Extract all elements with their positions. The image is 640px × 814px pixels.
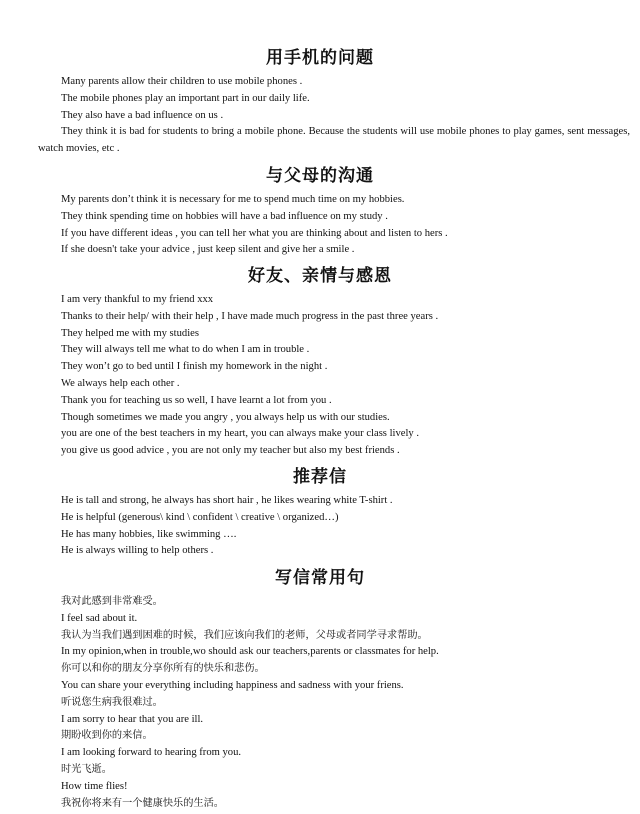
text-line: They also have a bad influence on us . — [61, 109, 224, 121]
text-line: Thank you for teaching us so well, I have learnt a lot from you . — [61, 394, 332, 406]
text-line: If she doesn't take your advice , just keep silent and give her a smile . — [61, 244, 355, 256]
text-line: Though sometimes we made you angry , you always help us with our studies. — [61, 411, 390, 423]
text-line: you give us good advice , you are not only my teacher but also my best friends . — [61, 445, 400, 457]
text-line: He is always willing to help others . — [61, 545, 214, 557]
text-line: He is helpful (generous\ kind \ confident \ creative \ organized…) — [61, 511, 339, 523]
section-friends-gratitude — [0, 262, 640, 460]
text-line: I am sorry to hear that you are ill. — [61, 713, 204, 725]
section-title: 好友、亲情与感恩 — [248, 266, 392, 286]
text-line: You can share your everything including happiness and sadness with your friens. — [61, 679, 404, 691]
section-letter-phrases — [0, 564, 640, 812]
section-recommendation — [0, 463, 640, 560]
text-line-chinese: 我对此感到非常难受。 — [61, 596, 163, 607]
text-line: We always help each other . — [61, 377, 180, 389]
text-line: My parents don’t think it is necessary for me to spend much time on my hobbies. — [61, 194, 405, 205]
text-line-chinese: 期盼收到你的来信。 — [61, 730, 153, 742]
text-line-chinese: 我认为当我们遇到困难的时候，我们应该向我们的老师，父母或者同学寻求帮助。 — [61, 629, 428, 641]
text-line: Thanks to their help/ with their help , I have made much progress in the past three years . — [61, 310, 439, 322]
text-line: They think spending time on hobbies will have a bad influence on my study . — [61, 210, 388, 222]
text-line: If you have different ideas , you can tell her what you are thinking about and listen to hers . — [61, 227, 448, 239]
text-line: He has many hobbies, like swimming …. — [61, 528, 237, 540]
text-line: They helped me with my studies — [61, 327, 199, 339]
text-line: They will always tell me what to do when I am in trouble . — [61, 344, 310, 356]
text-line-chinese: 时光飞逝。 — [61, 763, 112, 775]
text-line: The mobile phones play an important part in our daily life. — [61, 92, 310, 104]
text-line-chinese: 听说您生病我很难过。 — [61, 696, 163, 708]
text-line: How time flies! — [61, 780, 128, 792]
text-line: I am very thankful to my friend xxx — [61, 294, 214, 305]
text-line-chinese: 我祝你将来有一个健康快乐的生活。 — [61, 797, 224, 809]
section-title: 用手机的问题 — [266, 48, 374, 68]
section-parents — [0, 162, 640, 259]
text-line: I feel sad about it. — [61, 612, 138, 624]
text-line: In my opinion,when in trouble,wo should ask our teachers,parents or classmates for help. — [61, 646, 439, 658]
text-line-chinese: 你可以和你的朋友分享你所有的快乐和悲伤。 — [61, 663, 265, 675]
text-line: Many parents allow their children to use mobile phones . — [61, 76, 303, 87]
text-paragraph: They think it is bad for students to bring a mobile phone. Because the students will use mobile phones to play games, sent messages, watch movies, etc . — [38, 126, 630, 155]
text-line: He is tall and strong, he always has short hair , he likes wearing white T-shirt . — [61, 495, 393, 506]
text-line: They won’t go to bed until I finish my homework in the night . — [61, 361, 328, 373]
section-title: 与父母的沟通 — [266, 166, 374, 186]
section-title: 推荐信 — [293, 467, 347, 487]
text-line: you are one of the best teachers in my heart, you can always make your class lively . — [61, 428, 420, 440]
section-title: 写信常用句 — [275, 568, 365, 588]
text-line: I am looking forward to hearing from you. — [61, 747, 242, 759]
section-mobile-phones — [0, 44, 640, 158]
